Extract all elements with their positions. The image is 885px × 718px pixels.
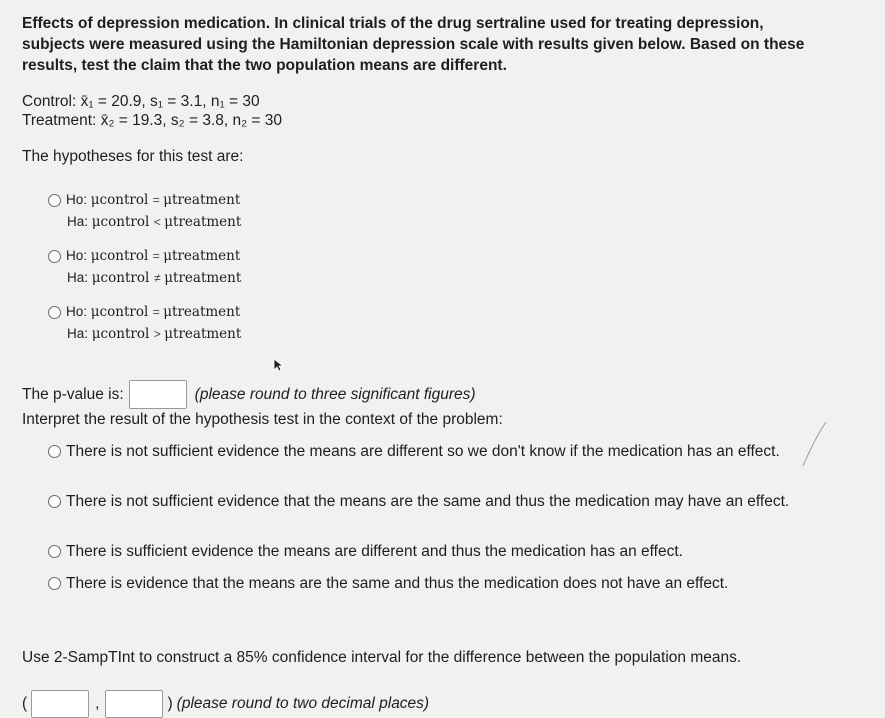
mu-control-text: μcontrol <box>91 214 150 230</box>
control-label: Control: <box>22 93 77 110</box>
ci-comma: , <box>95 695 100 712</box>
interpretation-option-3[interactable] <box>48 541 818 562</box>
h0-label: Ho: <box>66 192 88 207</box>
interpretation-text-2: There is not sufficient evidence that the means are the same and thus the medication may have an effect. <box>66 493 790 510</box>
h0-label: Ho: <box>66 304 88 319</box>
ci-lower-input[interactable] <box>31 690 89 718</box>
interpretation-text-4: There is evidence that the means are the same and thus the medication does not have an effect. <box>66 575 729 592</box>
mu-control-text: μcontrol <box>91 326 150 342</box>
h0-relation: = <box>152 193 160 207</box>
mu-control-text: μcontrol <box>90 192 149 208</box>
hypotheses-question: The hypotheses for this test are: <box>22 148 244 165</box>
hypothesis-radio-1[interactable] <box>48 194 61 207</box>
interpretation-option-2[interactable] <box>48 491 818 512</box>
interpretation-radio-3[interactable] <box>48 545 61 558</box>
pvalue-label: The p-value is: <box>22 385 124 403</box>
ci-close-paren: ) <box>167 695 173 712</box>
interpretation-radio-1[interactable] <box>48 445 61 458</box>
hypothesis-option-2[interactable] <box>48 245 242 289</box>
mu-control-text: μcontrol <box>91 270 150 286</box>
h0-label: Ho: <box>66 248 88 263</box>
ci-open-paren: ( <box>22 695 28 712</box>
ci-upper-input[interactable] <box>105 690 163 718</box>
pvalue-input[interactable] <box>129 380 187 409</box>
mu-control-text: μcontrol <box>90 304 149 320</box>
treatment-label: Treatment: <box>22 112 97 129</box>
h0-relation: = <box>152 305 160 319</box>
interpretation-radio-4[interactable] <box>48 577 61 590</box>
ha-relation: < <box>153 215 161 229</box>
interpretation-option-1[interactable] <box>48 441 818 462</box>
interpretation-question: Interpret the result of the hypothesis test in the context of the problem: <box>22 411 503 428</box>
confidence-interval-row <box>22 690 429 718</box>
ha-relation: ≠ <box>153 271 161 285</box>
hypothesis-radio-2[interactable] <box>48 250 61 263</box>
mu-treatment-text: μtreatment <box>164 214 242 230</box>
treatment-values: x̄₂ = 19.3, s₂ = 3.8, n₂ = 30 <box>100 112 283 129</box>
mu-treatment-text: μtreatment <box>163 192 241 208</box>
pvalue-rounding-note: (please round to three significant figures) <box>194 385 476 403</box>
mu-treatment-text: μtreatment <box>164 270 242 286</box>
mu-control-text: μcontrol <box>90 248 149 264</box>
ha-label: Ha: <box>67 214 89 229</box>
mu-treatment-text: μtreatment <box>163 304 241 320</box>
hypothesis-option-1[interactable] <box>48 189 242 233</box>
interpretation-text-3: There is sufficient evidence the means are different and thus the medication has an effect. <box>66 543 683 560</box>
confidence-interval-question: Use 2-SampTInt to construct a 85% confidence interval for the difference between the population means. <box>22 649 742 666</box>
hypothesis-radio-3[interactable] <box>48 306 61 319</box>
treatment-data <box>22 111 282 131</box>
ha-label: Ha: <box>67 326 89 341</box>
ci-rounding-note: (please round to two decimal places) <box>176 695 430 712</box>
ha-relation: > <box>153 327 161 341</box>
interpretation-radio-2[interactable] <box>48 495 61 508</box>
interpretation-text-1: There is not sufficient evidence the means are different so we don't know if the medication has an effect. <box>66 443 780 460</box>
problem-intro: Effects of depression medication. In clinical trials of the drug sertraline used for treating depression, subjects were measured using the Hamiltonian depression scale with results given below. Based on these results, test the claim that the two population means are different. <box>22 15 805 74</box>
pvalue-row <box>22 380 476 409</box>
mu-treatment-text: μtreatment <box>164 326 242 342</box>
h0-relation: = <box>152 249 160 263</box>
mouse-cursor-icon <box>273 358 285 372</box>
mu-treatment-text: μtreatment <box>163 248 241 264</box>
hypothesis-option-3[interactable] <box>48 301 242 345</box>
control-values: x̄₁ = 20.9, s₁ = 3.1, n₁ = 30 <box>80 93 260 110</box>
interpretation-option-4[interactable] <box>48 573 818 594</box>
ha-label: Ha: <box>67 270 89 285</box>
control-data <box>22 92 260 112</box>
pen-mark-icon <box>800 420 830 470</box>
